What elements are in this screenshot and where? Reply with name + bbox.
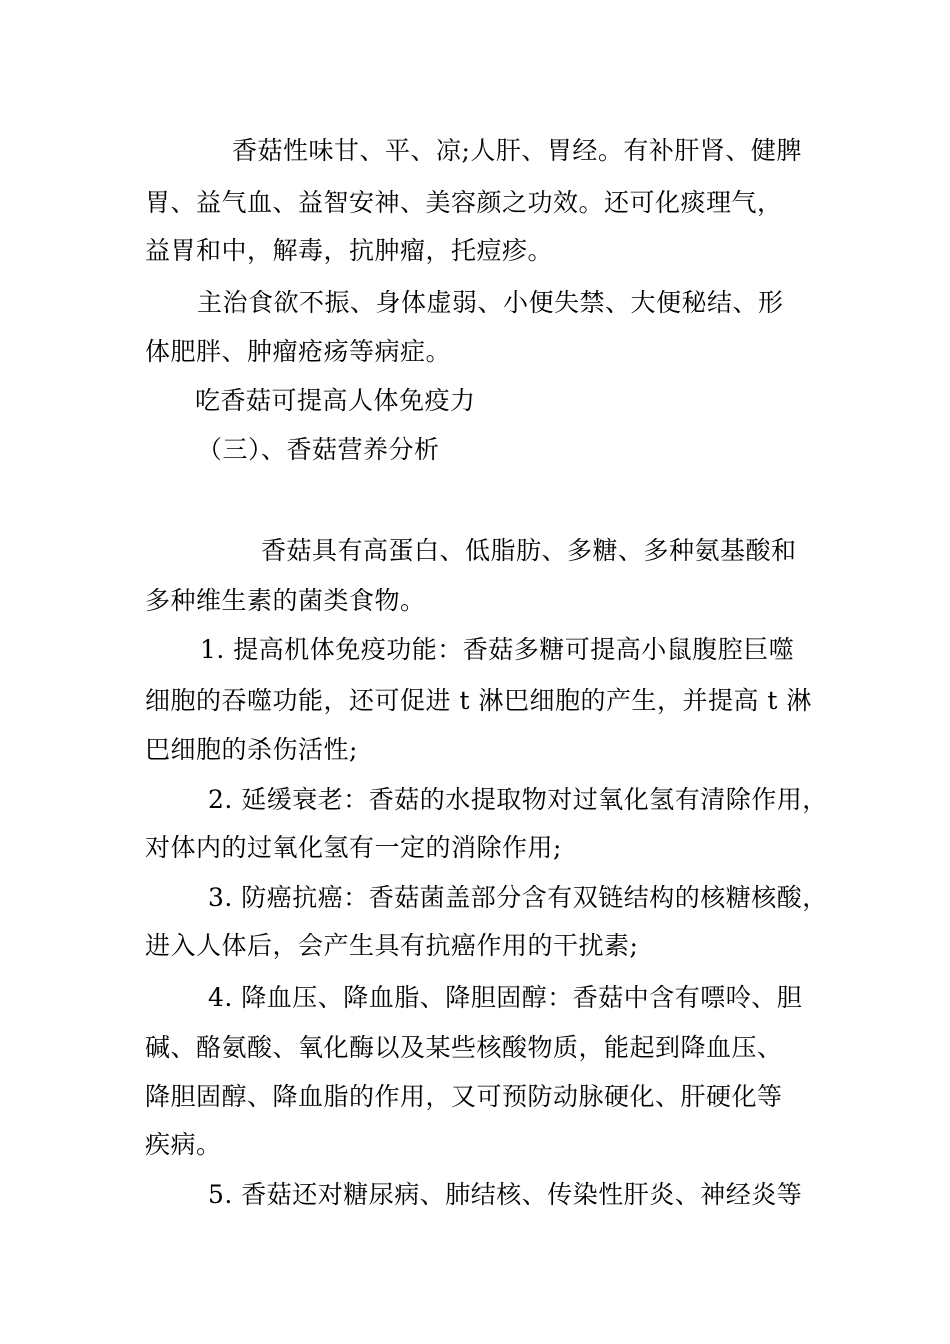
item-1-line-3: 巴细胞的杀伤活性; bbox=[145, 735, 358, 764]
item-2-line-1: 2. 延缓衰老：香菇的水提取物对过氧化氢有清除作用， bbox=[208, 785, 828, 814]
item-1-line-1: 1. 提高机体免疫功能：香菇多糖可提高小鼠腹腔巨噬 bbox=[200, 635, 795, 664]
paragraph-2-line-1: 主治食欲不振、身体虚弱、小便失禁、大便秘结、形 bbox=[197, 288, 784, 317]
item-5-line-1: 5. 香菇还对糖尿病、肺结核、传染性肝炎、神经炎等 bbox=[208, 1180, 803, 1209]
section-heading: （三）、香菇营养分析 bbox=[197, 435, 440, 464]
paragraph-1-line-1: 香菇性味甘、平、凉;人肝、胃经。有补肝肾、健脾 bbox=[232, 136, 802, 165]
item-3-line-1: 3. 防癌抗癌：香菇菌盖部分含有双链结构的核糖核酸， bbox=[208, 883, 828, 912]
item-2-line-2: 对体内的过氧化氢有一定的消除作用; bbox=[145, 833, 562, 862]
paragraph-1-line-2: 胃、益气血、益智安神、美容颜之功效。还可化痰理气， bbox=[145, 188, 783, 217]
item-1-line-2: 细胞的吞噬功能，还可促进 t 淋巴细胞的产生，并提高 t 淋 bbox=[145, 686, 812, 715]
item-4-line-4: 疾病。 bbox=[145, 1130, 222, 1159]
paragraph-4-line-2: 多种维生素的菌类食物。 bbox=[145, 586, 426, 615]
item-4-line-2: 碱、酪氨酸、氧化酶以及某些核酸物质，能起到降血压、 bbox=[145, 1033, 783, 1062]
paragraph-4-line-1: 香菇具有高蛋白、低脂肪、多糖、多种氨基酸和 bbox=[261, 536, 797, 565]
paragraph-2-line-2: 体肥胖、肿瘤疮疡等病症。 bbox=[145, 337, 452, 366]
item-4-line-1: 4. 降血压、降血脂、降胆固醇：香菇中含有嘌呤、胆 bbox=[208, 983, 803, 1012]
item-4-line-3: 降胆固醇、降血脂的作用，又可预防动脉硬化、肝硬化等 bbox=[145, 1082, 783, 1111]
paragraph-3: 吃香菇可提高人体免疫力 bbox=[195, 386, 476, 415]
paragraph-1-line-3: 益胃和中，解毒，抗肿瘤，托痘疹。 bbox=[145, 236, 554, 265]
item-3-line-2: 进入人体后，会产生具有抗癌作用的干扰素; bbox=[145, 931, 639, 960]
